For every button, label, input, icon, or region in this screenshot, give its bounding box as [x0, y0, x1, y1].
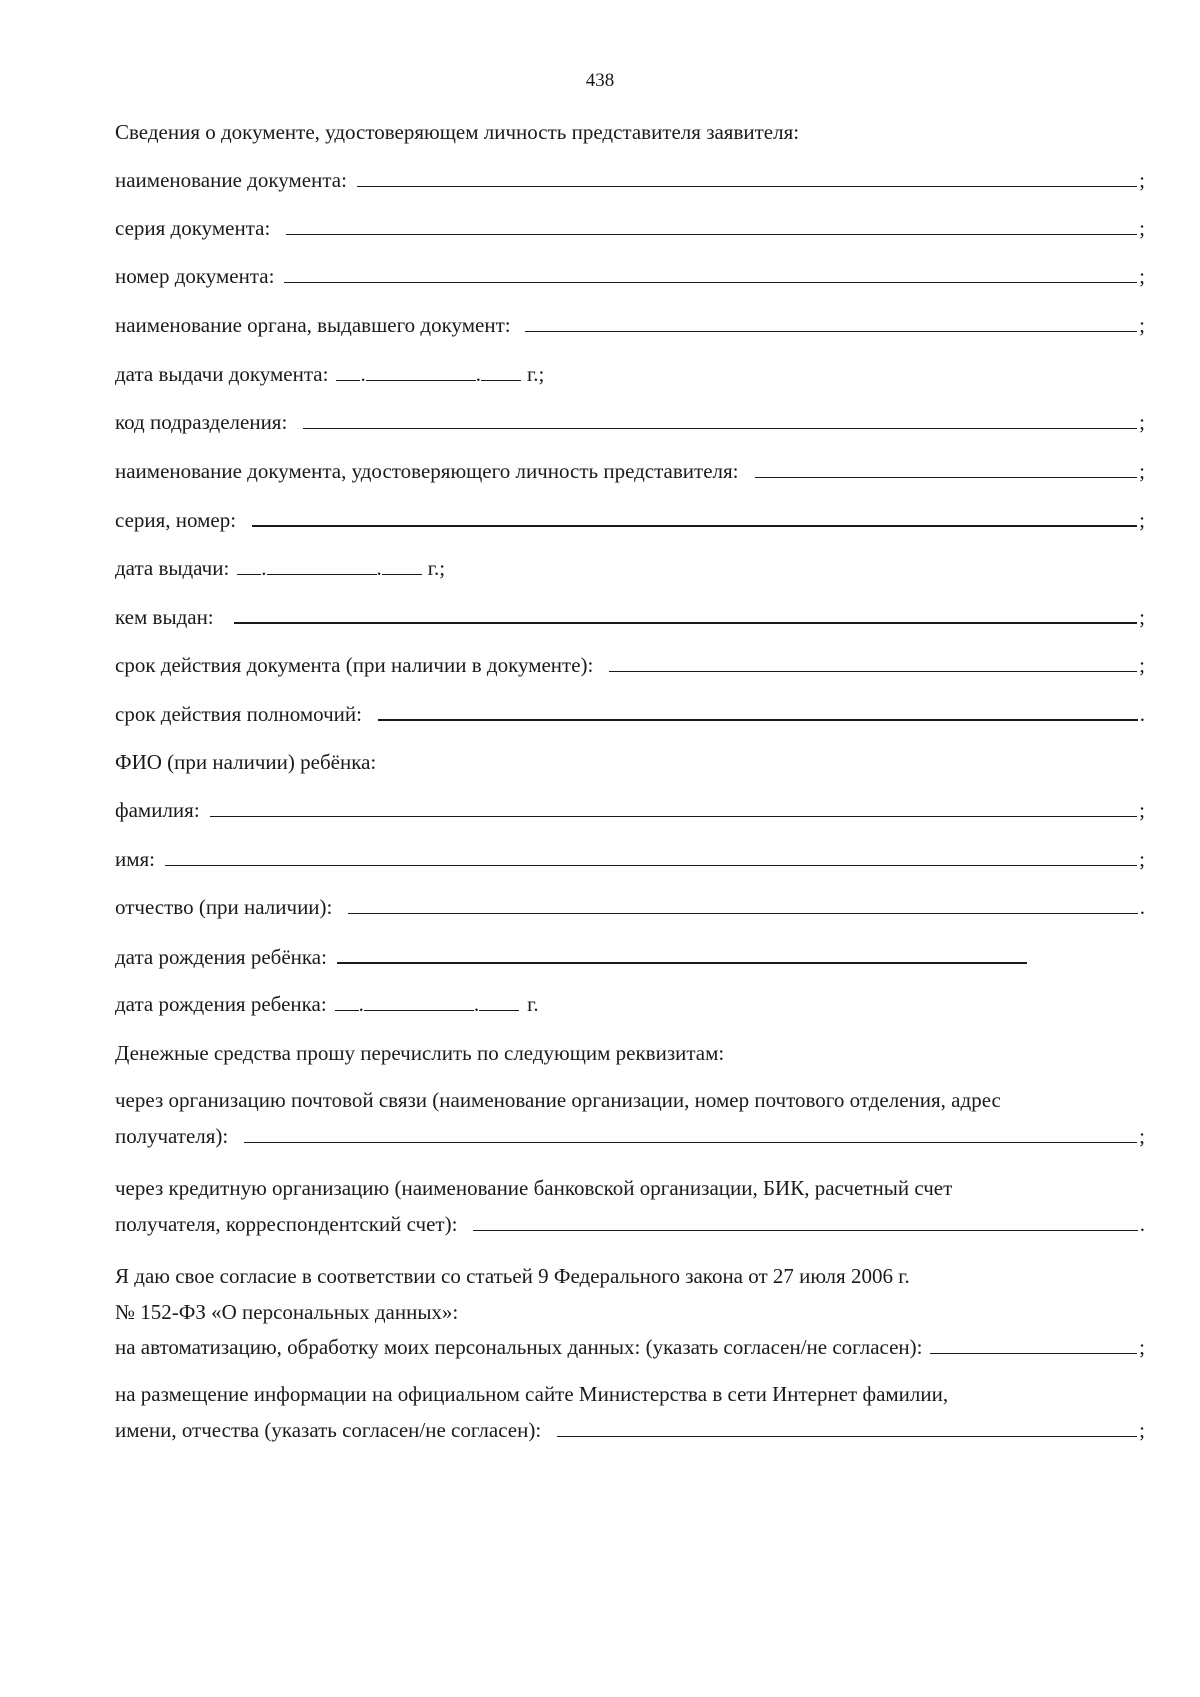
- rep-doc-name-label: наименование документа, удостоверяющего личность представителя:: [115, 459, 739, 483]
- doc-number-row: номер документа: ;: [115, 264, 1145, 288]
- child-heading: ФИО (при наличии) ребёнка:: [115, 750, 377, 774]
- child-surname-label: фамилия:: [115, 798, 200, 822]
- rep-doc-heading: Сведения о документе, удостоверяющем личность представителя заявителя:: [115, 120, 800, 144]
- postal-text: через организацию почтовой связи (наименование организации, номер почтового отделения, адрес: [115, 1088, 1001, 1112]
- issue-date-label: дата выдачи документа:: [115, 362, 329, 386]
- consent-block: [115, 1258, 1155, 1330]
- issue-date2-label: дата выдачи:: [115, 556, 230, 580]
- issue-date-row: дата выдачи документа: . . г.;: [115, 362, 545, 386]
- child-patronymic-label: отчество (при наличии):: [115, 895, 333, 919]
- rep-doc-name-row: наименование документа, удостоверяющего личность представителя: ;: [115, 459, 1145, 483]
- bank-text: через кредитную организацию (наименование банковской организации, БИК, расчетный счет: [115, 1176, 953, 1200]
- issuing-body-row: наименование органа, выдавшего документ: ;: [115, 313, 1145, 337]
- child-patronymic-row: отчество (при наличии): .: [115, 895, 1145, 919]
- publication-field[interactable]: [557, 1418, 1137, 1437]
- doc-series-label: серия документа:: [115, 216, 271, 240]
- authority-term-row: срок действия полномочий: .: [115, 702, 1145, 726]
- issue-day-field[interactable]: [336, 362, 360, 381]
- child-name-label: имя:: [115, 847, 156, 871]
- dept-code-field[interactable]: [303, 410, 1137, 429]
- child-name-row: имя: ;: [115, 847, 1145, 871]
- series-number-field[interactable]: [252, 507, 1137, 527]
- doc-name-row: наименование документа: ;: [115, 168, 1145, 192]
- child-name-field[interactable]: [165, 847, 1137, 866]
- child-birth-day-field[interactable]: [335, 992, 359, 1011]
- consent-line-2: № 152-ФЗ «О персональных данных»:: [115, 1300, 459, 1324]
- child-surname-field[interactable]: [210, 798, 1137, 817]
- issue2-day-field[interactable]: [237, 556, 261, 575]
- money-heading: Денежные средства прошу перечислить по следующим реквизитам:: [115, 1041, 725, 1065]
- issuing-body-field[interactable]: [525, 313, 1138, 332]
- child-birth-date1-label: дата рождения ребёнка:: [115, 945, 327, 969]
- doc-series-row: серия документа: ;: [115, 216, 1145, 240]
- postal-field[interactable]: [244, 1124, 1137, 1143]
- postal-label: получателя):: [115, 1124, 229, 1148]
- postal-block: через организацию почтовой связи (наименование организации, номер почтового отделения, адрес получателя): ;: [115, 1082, 1155, 1154]
- issue2-month-field[interactable]: [267, 556, 377, 575]
- dept-code-row: код подразделения: ;: [115, 410, 1145, 434]
- validity-field[interactable]: [609, 653, 1137, 672]
- automation-label: на автоматизацию, обработку моих персональных данных: (указать согласен/не согласен):: [115, 1335, 923, 1359]
- automation-row: на автоматизацию, обработку моих персональных данных: (указать согласен/не согласен): ;: [115, 1335, 1145, 1359]
- issued-by-row: кем выдан: ;: [115, 605, 1145, 629]
- rep-doc-name-field[interactable]: [755, 459, 1138, 478]
- issued-by-label: кем выдан:: [115, 605, 214, 629]
- bank-field[interactable]: [473, 1212, 1137, 1231]
- bank-label: получателя, корреспондентский счет):: [115, 1212, 458, 1236]
- issued-by-field[interactable]: [234, 604, 1138, 624]
- authority-term-field[interactable]: [378, 701, 1138, 721]
- issue2-year-field[interactable]: [382, 556, 422, 575]
- bank-block: через кредитную организацию (наименование банковской организации, БИК, расчетный счет получателя, корреспондентский счет): .: [115, 1170, 1155, 1242]
- doc-name-label: наименование документа:: [115, 168, 347, 192]
- child-birth-year-field[interactable]: [479, 992, 519, 1011]
- child-patronymic-field[interactable]: [348, 895, 1137, 914]
- publication-block: на размещение информации на официальном сайте Министерства в сети Интернет фамилии, имени, отчества (указать согласен/не согласен): ;: [115, 1376, 1155, 1448]
- automation-field[interactable]: [930, 1335, 1137, 1354]
- issue-date2-row: дата выдачи: . . г.;: [115, 556, 446, 580]
- child-surname-row: фамилия: ;: [115, 798, 1145, 822]
- series-number-row: серия, номер: ;: [115, 508, 1145, 532]
- issuing-body-label: наименование органа, выдавшего документ:: [115, 313, 511, 337]
- doc-number-label: номер документа:: [115, 264, 275, 288]
- child-birth-date2-row: дата рождения ребенка: . . г.: [115, 992, 539, 1016]
- series-number-label: серия, номер:: [115, 508, 237, 532]
- doc-number-field[interactable]: [284, 264, 1137, 283]
- validity-label: срок действия документа (при наличии в документе):: [115, 653, 594, 677]
- child-birth-date1-field[interactable]: [337, 944, 1027, 964]
- issue-year-field[interactable]: [481, 362, 521, 381]
- page-number: 438: [585, 70, 615, 91]
- dept-code-label: код подразделения:: [115, 410, 288, 434]
- publication-label: имени, отчества (указать согласен/не согласен):: [115, 1418, 542, 1442]
- doc-series-field[interactable]: [286, 216, 1137, 235]
- issue-month-field[interactable]: [366, 362, 476, 381]
- consent-line-1: Я даю свое согласие в соответствии со статьей 9 Федерального закона от 27 июля 2006 г.: [115, 1264, 910, 1288]
- child-birth-date2-label: дата рождения ребенка:: [115, 992, 327, 1016]
- authority-term-label: срок действия полномочий:: [115, 702, 362, 726]
- child-birth-month-field[interactable]: [364, 992, 474, 1011]
- publication-text: на размещение информации на официальном сайте Министерства в сети Интернет фамилии,: [115, 1382, 949, 1406]
- validity-row: срок действия документа (при наличии в документе): ;: [115, 653, 1145, 677]
- doc-name-field[interactable]: [357, 168, 1137, 187]
- child-birth-date1-row: [115, 944, 1145, 972]
